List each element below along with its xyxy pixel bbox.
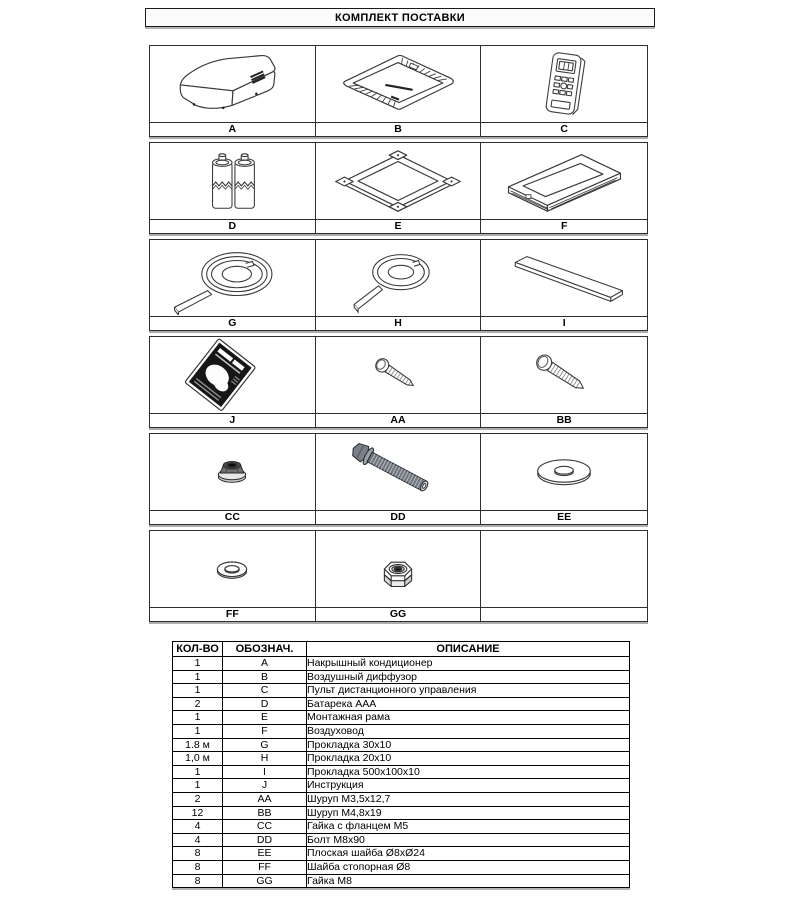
qty-cell: 1 <box>173 779 223 793</box>
part-image-ff <box>150 531 316 607</box>
part-label: D <box>150 220 316 233</box>
qty-cell: 1 <box>173 711 223 725</box>
part-label <box>481 608 647 621</box>
description-cell: Прокладка 20x10 <box>307 752 630 766</box>
qty-cell: 1 <box>173 670 223 684</box>
parts-block-1 <box>149 45 648 137</box>
part-label: G <box>150 317 316 330</box>
part-image-aa <box>316 337 482 413</box>
part-image-i <box>481 240 647 316</box>
designation-cell: A <box>223 657 307 671</box>
description-cell: Прокладка 30x10 <box>307 738 630 752</box>
gasket-coil-icon <box>316 241 480 315</box>
part-image-a <box>150 46 316 122</box>
part-image-f <box>481 143 647 219</box>
bolt-icon <box>316 435 480 509</box>
parts-block-5 <box>149 433 648 525</box>
table-row <box>173 684 630 698</box>
designation-cell: GG <box>223 874 307 888</box>
screw-icon <box>482 338 646 412</box>
description-cell: Пульт дистанционного управления <box>307 684 630 698</box>
qty-cell: 8 <box>173 874 223 888</box>
table-row <box>173 806 630 820</box>
lock-washer-icon <box>150 532 314 606</box>
table-row <box>173 697 630 711</box>
designation-cell: FF <box>223 860 307 874</box>
parts-block-6 <box>149 530 648 622</box>
table-row <box>173 738 630 752</box>
table-row <box>173 670 630 684</box>
qty-cell: 12 <box>173 806 223 820</box>
description-cell: Накрышный кондиционер <box>307 657 630 671</box>
column-header-qty: КОЛ-ВО <box>173 642 223 657</box>
table-row <box>173 820 630 834</box>
designation-cell: AA <box>223 792 307 806</box>
screw-icon <box>316 338 480 412</box>
part-label: AA <box>316 414 482 427</box>
parts-block-4 <box>149 336 648 428</box>
qty-cell: 4 <box>173 820 223 834</box>
designation-cell: D <box>223 697 307 711</box>
qty-cell: 2 <box>173 697 223 711</box>
table-row <box>173 860 630 874</box>
designation-cell: C <box>223 684 307 698</box>
description-cell: Прокладка 500x100x10 <box>307 765 630 779</box>
designation-cell: J <box>223 779 307 793</box>
part-image-ee <box>481 434 647 510</box>
designation-cell: G <box>223 738 307 752</box>
remote-control-icon <box>482 47 646 121</box>
table-row <box>173 752 630 766</box>
part-image-g <box>150 240 316 316</box>
part-image-cc <box>150 434 316 510</box>
part-image-bb <box>481 337 647 413</box>
part-label: C <box>560 123 568 135</box>
table-row <box>173 874 630 888</box>
description-cell: Гайка с фланцем M5 <box>307 820 630 834</box>
part-image-b <box>316 46 482 122</box>
parts-block-3 <box>149 239 648 331</box>
part-image-gg <box>316 531 482 607</box>
designation-cell: I <box>223 765 307 779</box>
table-header-row <box>173 642 630 657</box>
part-label: EE <box>557 511 572 523</box>
part-label: B <box>316 123 482 136</box>
table-row <box>173 792 630 806</box>
table-row <box>173 657 630 671</box>
rooftop-air-conditioner-icon <box>150 47 314 121</box>
air-duct-icon <box>482 144 646 218</box>
parts-grid <box>149 45 648 627</box>
qty-cell: 1 <box>173 765 223 779</box>
hex-nut-icon <box>316 532 480 606</box>
description-cell: Воздушный диффузор <box>307 670 630 684</box>
qty-cell: 1,0 м <box>173 752 223 766</box>
page-title-text: КОМПЛЕКТ ПОСТАВКИ <box>335 11 465 24</box>
table-row <box>173 847 630 861</box>
designation-cell: B <box>223 670 307 684</box>
part-label: I <box>562 317 566 329</box>
part-label: J <box>150 414 316 427</box>
part-label: GG <box>316 608 482 621</box>
part-image-e <box>316 143 482 219</box>
parts-table <box>172 641 630 888</box>
part-label: BB <box>556 414 572 426</box>
description-cell: Инструкция <box>307 779 630 793</box>
designation-cell: DD <box>223 833 307 847</box>
mounting-frame-icon <box>316 144 480 218</box>
part-label: E <box>316 220 482 233</box>
description-cell: Гайка M8 <box>307 874 630 888</box>
qty-cell: 2 <box>173 792 223 806</box>
description-cell: Шайба стопорная Ø8 <box>307 860 630 874</box>
table-row <box>173 711 630 725</box>
gasket-strip-icon <box>482 241 646 315</box>
part-label: F <box>560 220 568 232</box>
column-header-description: ОПИСАНИЕ <box>307 642 630 657</box>
parts-block-2 <box>149 142 648 234</box>
qty-cell: 8 <box>173 847 223 861</box>
part-label: DD <box>316 511 482 524</box>
table-row <box>173 833 630 847</box>
part-image-j <box>150 337 316 413</box>
gasket-coil-icon <box>150 241 314 315</box>
qty-cell: 1.8 м <box>173 738 223 752</box>
qty-cell: 1 <box>173 684 223 698</box>
qty-cell: 8 <box>173 860 223 874</box>
aaa-batteries-icon <box>150 144 314 218</box>
part-image-empty <box>481 531 647 607</box>
part-label: CC <box>150 511 316 524</box>
designation-cell: E <box>223 711 307 725</box>
designation-cell: H <box>223 752 307 766</box>
qty-cell: 1 <box>173 657 223 671</box>
description-cell: Монтажная рама <box>307 711 630 725</box>
part-image-d <box>150 143 316 219</box>
part-label: H <box>316 317 482 330</box>
description-cell: Воздуховод <box>307 724 630 738</box>
designation-cell: EE <box>223 847 307 861</box>
flange-nut-icon <box>150 435 314 509</box>
air-diffuser-icon <box>316 47 480 121</box>
instruction-manual-icon <box>150 338 314 412</box>
description-cell: Болт M8x90 <box>307 833 630 847</box>
description-cell: Батарека ААА <box>307 697 630 711</box>
column-header-designation: ОБОЗНАЧ. <box>223 642 307 657</box>
part-label: FF <box>150 608 316 621</box>
designation-cell: CC <box>223 820 307 834</box>
table-row <box>173 724 630 738</box>
description-cell: Шуруп M4,8x19 <box>307 806 630 820</box>
part-image-h <box>316 240 482 316</box>
table-row <box>173 779 630 793</box>
part-label: A <box>150 123 316 136</box>
designation-cell: BB <box>223 806 307 820</box>
flat-washer-icon <box>482 435 646 509</box>
description-cell: Плоская шайба Ø8xØ24 <box>307 847 630 861</box>
part-image-c <box>481 46 647 122</box>
part-image-dd <box>316 434 482 510</box>
page-title <box>145 8 655 27</box>
qty-cell: 4 <box>173 833 223 847</box>
qty-cell: 1 <box>173 724 223 738</box>
designation-cell: F <box>223 724 307 738</box>
table-row <box>173 765 630 779</box>
description-cell: Шуруп M3,5x12,7 <box>307 792 630 806</box>
